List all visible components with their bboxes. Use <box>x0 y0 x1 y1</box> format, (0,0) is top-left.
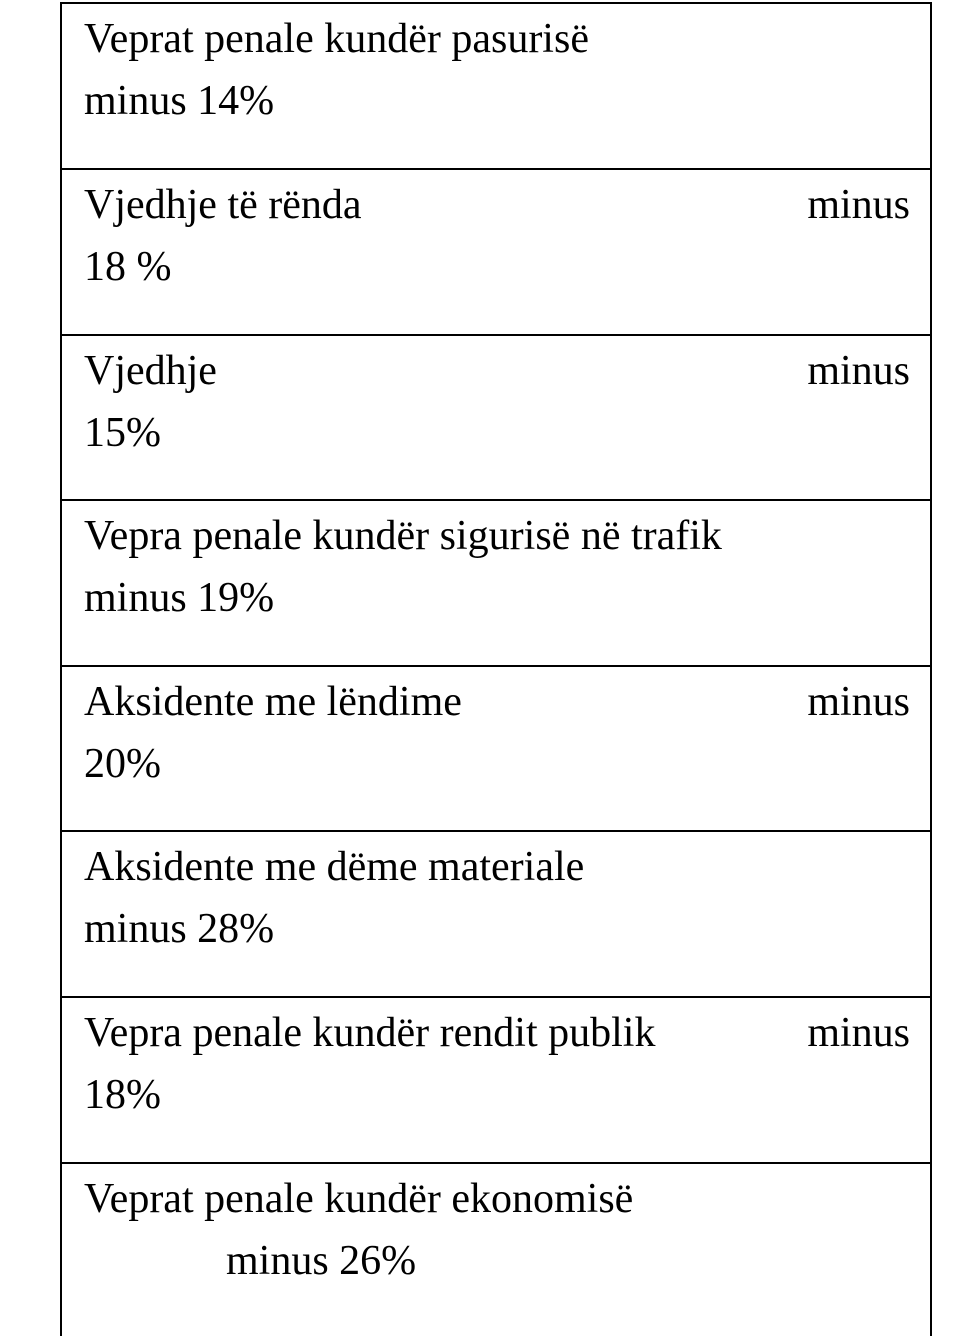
row-label: Vepra penale kundër sigurisë në trafik <box>84 513 722 559</box>
table-row <box>62 1164 930 1336</box>
row-value: 20% <box>84 741 161 787</box>
row-value: minus 26% <box>226 1238 417 1284</box>
row-label: Veprat penale kundër ekonomisë <box>84 1176 634 1222</box>
table-row <box>62 4 930 170</box>
row-value-prefix: minus <box>807 182 910 228</box>
table-row <box>62 832 930 998</box>
table-row <box>62 170 930 336</box>
row-value-prefix: minus <box>807 348 910 394</box>
statistics-table <box>60 2 932 1336</box>
row-label: Aksidente me dëme materiale <box>84 844 585 890</box>
row-value: minus 28% <box>84 906 275 952</box>
row-value-prefix: minus <box>807 1010 910 1056</box>
row-value: 18% <box>84 1072 161 1118</box>
row-value: minus 14% <box>84 78 275 124</box>
row-label: Aksidente me lëndime <box>84 679 462 725</box>
table-row <box>62 336 930 501</box>
table-row <box>62 667 930 832</box>
table-row <box>62 501 930 667</box>
table-row <box>62 998 930 1164</box>
row-value: 15% <box>84 410 161 456</box>
row-value-prefix: minus <box>807 679 910 725</box>
row-value: minus 19% <box>84 575 275 621</box>
row-value: 18 % <box>84 244 172 290</box>
row-label: Vjedhje të rënda <box>84 182 362 228</box>
row-label: Veprat penale kundër pasurisë <box>84 16 589 62</box>
row-label: Vepra penale kundër rendit publik <box>84 1010 656 1056</box>
row-label: Vjedhje <box>84 348 217 394</box>
